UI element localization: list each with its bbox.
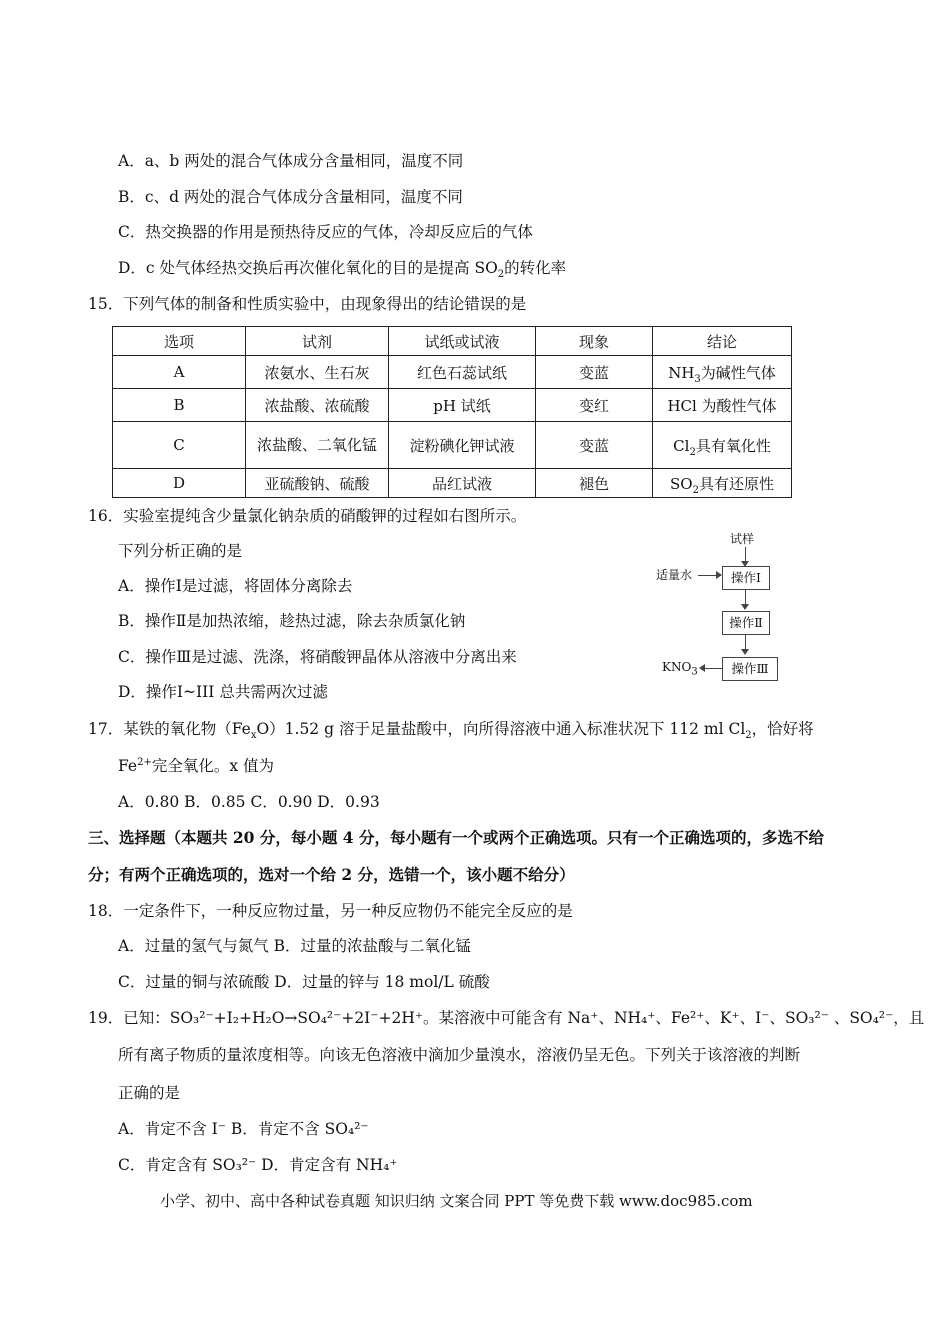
q14-option-d: D．c 处气体经热交换后再次催化氧化的目的是提高 $SO_2$的转化率 <box>118 259 567 281</box>
q16-flow-diagram <box>650 528 790 688</box>
cell-option: A <box>113 356 246 389</box>
cell-phenomenon: 褪色 <box>536 469 653 498</box>
cell-phenomenon: 变蓝 <box>536 422 653 469</box>
cell-phenomenon: 变红 <box>536 389 653 422</box>
flow-water-label: 适量水 <box>656 568 693 582</box>
flow-op2-box: 操作Ⅱ <box>722 611 770 635</box>
table-header: 结论 <box>653 327 792 356</box>
table-header: 选项 <box>113 327 246 356</box>
q16-option-b: B．操作Ⅱ是加热浓缩，趁热过滤，除去杂质氯化钠 <box>118 612 466 630</box>
cell-conclusion: $Cl_2$具有氧化性 <box>653 422 792 469</box>
cell-reagent: 浓氨水、生石灰 <box>246 356 389 389</box>
q17-stem-line1: 17．某铁的氧化物$(Fe_xO)1.52$ g 溶于足量盐酸中，向所得溶液中通入标准状况下 112 ml $Cl_2$，恰好将 <box>88 720 814 742</box>
flow-arrow <box>698 575 718 576</box>
table-header-row <box>113 327 792 356</box>
q16-option-c: C．操作Ⅲ是过滤、洗涤，将硝酸钾晶体从溶液中分离出来 <box>118 648 517 666</box>
q15-stem: 15．下列气体的制备和性质实验中，由现象得出的结论错误的是 <box>88 295 527 313</box>
q17-options: A．0.80 B．0.85 C．0.90 D．0.93 <box>118 793 380 811</box>
table-header: 试纸或试液 <box>389 327 536 356</box>
flow-arrow-head <box>741 649 749 655</box>
q16-option-d: D．操作Ⅰ~III 总共需两次过滤 <box>118 683 328 701</box>
q19-stem-line1: 19．已知：SO₃²⁻+I₂+H₂O→SO₄²⁻+2I⁻+2H⁺。某溶液中可能含有 Na⁺、NH₄⁺、Fe²⁺、K⁺、I⁻、SO₃²⁻ 、SO₄²⁻，且 <box>88 1009 925 1027</box>
cell-paper: 红色石蕊试纸 <box>389 356 536 389</box>
flow-product-label: $KNO_3$ <box>662 660 698 678</box>
q16-stem: 16．实验室提纯含少量氯化钠杂质的硝酸钾的过程如右图所示。 <box>88 507 527 525</box>
cell-reagent: 浓盐酸、浓硫酸 <box>246 389 389 422</box>
table-row <box>113 469 792 498</box>
q18-options-cd: C．过量的铜与浓硫酸 D．过量的锌与 18 mol/L 硫酸 <box>118 973 490 991</box>
cell-paper: pH 试纸 <box>389 389 536 422</box>
q19-stem-line3: 正确的是 <box>118 1084 181 1102</box>
cell-phenomenon: 变蓝 <box>536 356 653 389</box>
q19-options-cd: C．肯定含有 SO₃²⁻ D．肯定含有 NH₄⁺ <box>118 1156 398 1174</box>
q18-stem: 18．一定条件下，一种反应物过量，另一种反应物仍不能完全反应的是 <box>88 902 573 920</box>
flow-arrow-head <box>699 664 705 672</box>
section3-heading-line2: 分；有两个正确选项的，选对一个给 2 分，选错一个，该小题不给分） <box>88 865 575 884</box>
q16-option-a: A．操作Ⅰ是过滤，将固体分离除去 <box>118 577 353 595</box>
section3-heading-line1: 三、选择题（本题共 20 分，每小题 4 分，每小题有一个或两个正确选项。只有一个正确选项的，多选不给 <box>88 828 824 847</box>
flow-op3-box: 操作Ⅲ <box>722 657 778 681</box>
table-row <box>113 356 792 389</box>
flow-op1-box: 操作Ⅰ <box>722 566 770 590</box>
cell-paper: 品红试液 <box>389 469 536 498</box>
q18-options-ab: A．过量的氢气与氮气 B．过量的浓盐酸与二氧化锰 <box>118 937 472 955</box>
cell-conclusion: $NH_3$为碱性气体 <box>653 356 792 389</box>
page-footer: 小学、初中、高中各种试卷真题 知识归纳 文案合同 PPT 等免费下载 www.doc985.com <box>160 1192 753 1210</box>
cell-conclusion: HCl 为酸性气体 <box>653 389 792 422</box>
q14-option-b: B．c、d 两处的混合气体成分含量相同，温度不同 <box>118 188 463 206</box>
cell-reagent: 浓盐酸、二氧化锰 <box>246 422 389 469</box>
cell-paper: 淀粉碘化钾试液 <box>389 422 536 469</box>
cell-option: D <box>113 469 246 498</box>
table-header: 现象 <box>536 327 653 356</box>
cell-reagent: 亚硫酸钠、硫酸 <box>246 469 389 498</box>
q16-subprompt: 下列分析正确的是 <box>118 542 243 560</box>
table-row <box>113 422 792 469</box>
table-row <box>113 389 792 422</box>
table-header: 试剂 <box>246 327 389 356</box>
q19-stem-line2: 所有离子物质的量浓度相等。向该无色溶液中滴加少量溴水，溶液仍呈无色。下列关于该溶液的判断 <box>118 1046 801 1064</box>
q14-option-c: C．热交换器的作用是预热待反应的气体，冷却反应后的气体 <box>118 223 533 241</box>
q19-options-ab: A．肯定不含 I⁻ B．肯定不含 SO₄²⁻ <box>118 1120 369 1138</box>
flow-sample-label: 试样 <box>730 532 755 546</box>
cell-option: C <box>113 422 246 469</box>
cell-option: B <box>113 389 246 422</box>
q17-stem-line2: $Fe^{2+}$完全氧化。x 值为 <box>118 756 275 775</box>
q15-table <box>112 326 792 498</box>
cell-conclusion: $SO_2$具有还原性 <box>653 469 792 498</box>
flow-arrow <box>704 668 722 669</box>
flow-arrow-head <box>741 604 749 610</box>
q14-option-a: A．a、b 两处的混合气体成分含量相同，温度不同 <box>118 152 464 170</box>
